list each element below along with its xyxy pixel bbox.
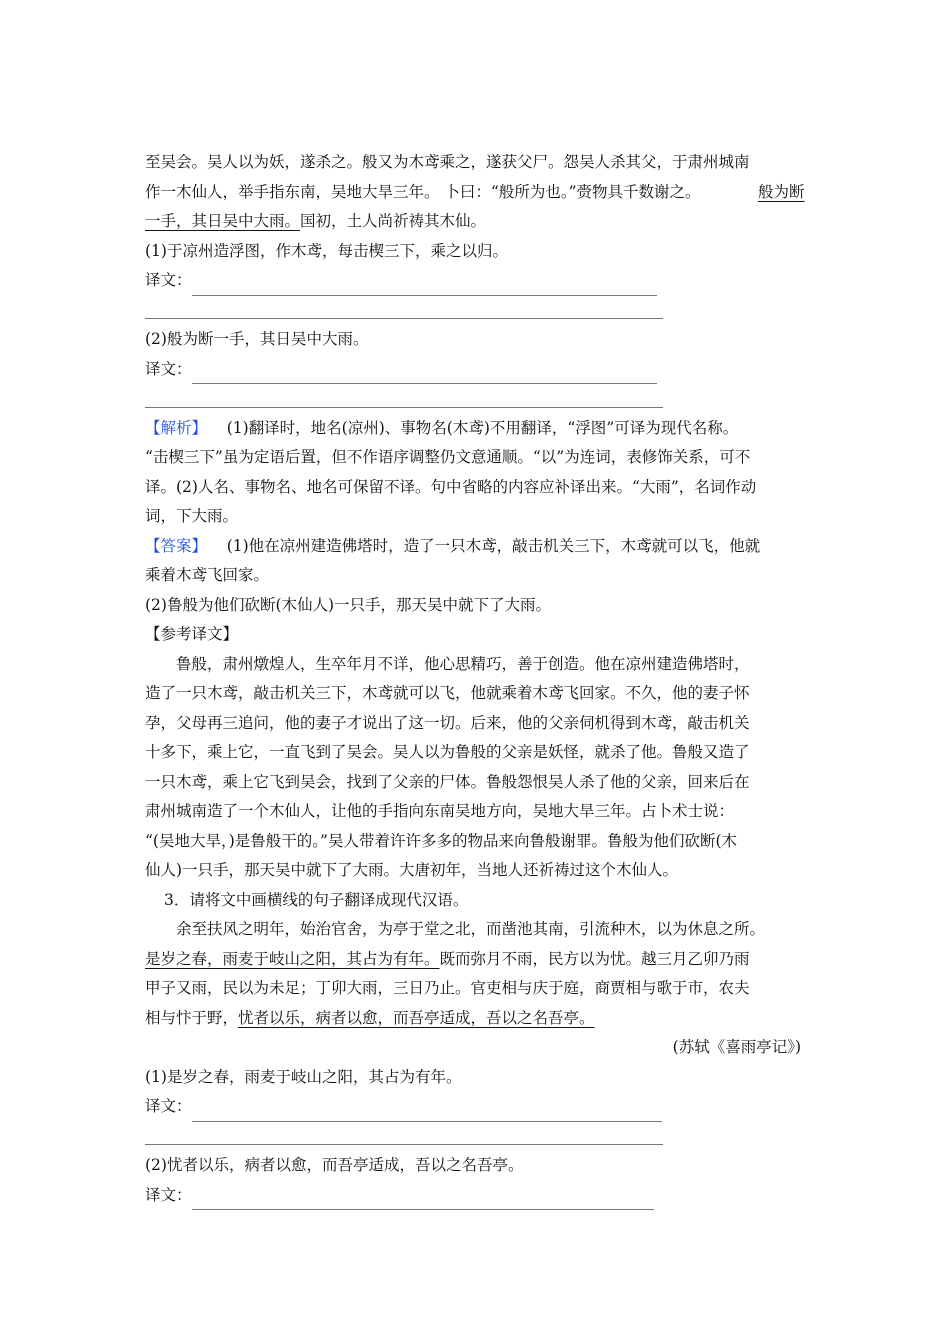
passage-text: 国初，土人尚祈祷其木仙。: [300, 212, 487, 230]
q3-passage-line: 余至扶风之明年，始治官舍，为亭于堂之北，而凿池其南，引流种木，以为休息之所。: [176, 920, 766, 938]
translation-input[interactable]: [145, 407, 663, 408]
translation-row-2: [145, 296, 807, 326]
analysis-line: [145, 414, 807, 444]
underlined-sentence: 一手，其日吴中大雨。: [145, 212, 301, 230]
passage-text: 相与忭于野，: [145, 1008, 239, 1027]
source-citation: (苏轼《喜雨亭记》): [672, 1038, 801, 1056]
translation-row: [145, 1181, 807, 1211]
translation-row: [145, 266, 807, 296]
translation-row: [145, 355, 807, 385]
answer-text: (1)他在凉州建造佛塔时，造了一只木鸢，敲击机关三下，木鸢就可以飞，他就: [207, 536, 761, 555]
translation-input[interactable]: [145, 318, 663, 319]
translation-row-2: [145, 384, 807, 414]
translation-input[interactable]: [192, 366, 657, 384]
translation-label: 译文：: [145, 271, 192, 289]
translation-row-2: [145, 1122, 807, 1152]
translation-row: [145, 1092, 807, 1122]
translation-input[interactable]: [192, 278, 657, 296]
underlined-sentence: 是岁之春，雨麦于岐山之阳，其占为有年。: [145, 949, 440, 968]
passage-line: [758, 178, 805, 208]
passage-text: 既而弥月不雨，民方以为忧。越三月乙卯乃雨: [439, 949, 750, 968]
question-sentence-1: (1)于凉州造浮图，作木鸢，每击楔三下，乘之以归。: [145, 241, 508, 260]
translation-label: 译文：: [145, 1097, 192, 1115]
reference-line: 肃州城南造了一个木仙人，让他的手指向东南吴地方向，吴地大旱三年。占卜术士说：: [145, 802, 735, 820]
analysis-line: 词，下大雨。: [145, 507, 239, 525]
question-3-prompt: 3．请将文中画横线的句子翻译成现代汉语。: [164, 890, 469, 909]
question-sentence-2: (2)般为断一手，其日吴中大雨。: [145, 330, 369, 348]
question-sentence-1: (1)是岁之春，雨麦于岐山之阳，其占为有年。: [145, 1067, 462, 1086]
reference-line: 孕，父母再三追问，他的妻子才说出了这一切。后来，他的父亲伺机得到木鸢，敲击机关: [145, 713, 750, 732]
answer-line: (2)鲁般为他们砍断(木仙人)一只手，那天吴中就下了大雨。: [145, 595, 552, 614]
reference-line: “(吴地大旱，)是鲁般干的。”吴人带着许许多多的物品来向鲁般谢罪。鲁般为他们砍断(木: [145, 831, 737, 850]
q3-passage-line: [145, 945, 807, 975]
answer-line: [145, 532, 807, 562]
document-page: [145, 148, 807, 1210]
q3-passage-line: 甲子又雨，民以为未足；丁卯大雨，三日乃止。官吏相与庆于庭，商贾相与歌于市，农夫: [145, 979, 750, 997]
answer-tag: 【答案】: [145, 536, 208, 555]
underlined-sentence: 忧者以乐，病者以愈，而吾亭适成，吾以之名吾亭。: [238, 1008, 595, 1027]
analysis-text: (1)翻译时，地名(凉州)、事物名(木鸢)不用翻译，“浮图”可译为现代名称。: [207, 418, 739, 437]
underlined-sentence: 般为断: [758, 182, 805, 201]
analysis-tag: 【解析】: [145, 418, 208, 437]
translation-input[interactable]: [145, 1144, 663, 1145]
passage-line: 至吴会。吴人以为妖，遂杀之。般又为木鸢乘之，遂获父尸。怨吴人杀其父，于肃州城南: [145, 153, 750, 171]
question-sentence-2: (2)忧者以乐，病者以愈，而吾亭适成，吾以之名吾亭。: [145, 1156, 524, 1174]
analysis-line: “击楔三下”虽为定语后置，但不作语序调整仍文意通顺。“以”为连词，表修饰关系，可不: [145, 448, 751, 466]
passage-line: [145, 207, 807, 237]
reference-line: 一只木鸢，乘上它飞到吴会，找到了父亲的尸体。鲁般怨恨吴人杀了他的父亲，回来后在: [145, 772, 750, 791]
reference-line: 仙人)一只手，那天吴中就下了大雨。大唐初年，当地人还祈祷过这个木仙人。: [145, 861, 679, 879]
reference-title: 【参考译文】: [145, 625, 239, 643]
q3-passage-line: [145, 1004, 807, 1034]
answer-line: 乘着木鸢飞回家。: [145, 566, 270, 584]
translation-label: 译文：: [145, 359, 192, 378]
reference-line: 造了一只木鸢，敲击机关三下，木鸢就可以飞，他就乘着木鸢飞回家。不久，他的妻子怀: [145, 684, 750, 702]
translation-input[interactable]: [192, 1192, 654, 1210]
passage-line: 作一木仙人，举手指东南，吴地大旱三年。 卜曰：“般所为也。”赍物具千数谢之。: [145, 182, 701, 201]
reference-line: 十多下，乘上它，一直飞到了吴会。吴人以为鲁般的父亲是妖怪，就杀了他。鲁般又造了: [145, 743, 750, 761]
translation-label: 译文：: [145, 1185, 192, 1204]
translation-input[interactable]: [192, 1104, 662, 1122]
analysis-line: 译。(2)人名、事物名、地名可保留不译。句中省略的内容应补译出来。“大雨”，名词作动: [145, 477, 757, 496]
reference-line: 鲁般，肃州燉煌人，生卒年月不详，他心思精巧，善于创造。他在凉州建造佛塔时，: [176, 654, 750, 673]
